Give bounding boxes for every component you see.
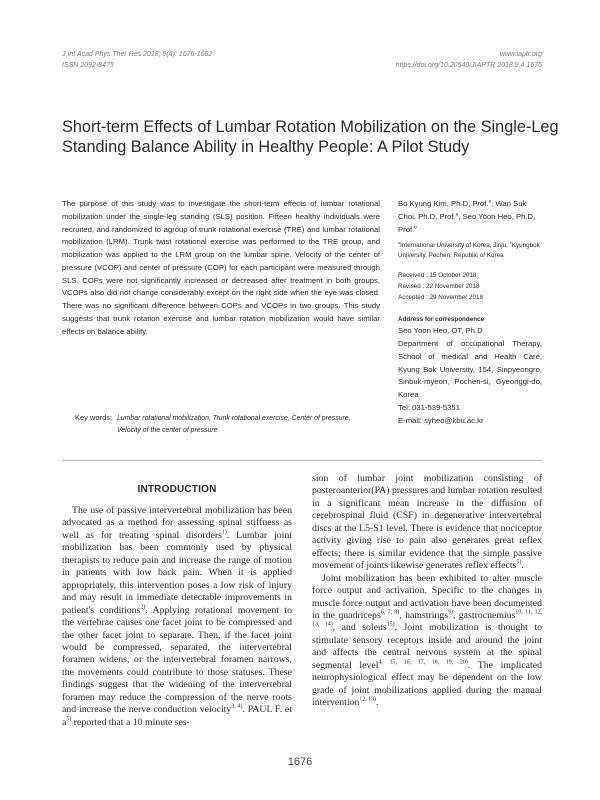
- authors: [398, 198, 542, 236]
- intro-text: reported that a 10 minute ses-: [71, 716, 190, 728]
- intro-paragraph-2: [312, 573, 542, 710]
- author-3: , Seo Yoon Heo, Ph.D, Prof.: [398, 211, 536, 234]
- citation: 6, 7, 8): [380, 609, 400, 616]
- author-3-affil: b: [414, 223, 417, 229]
- correspondence-heading: Address for correspondence: [398, 316, 485, 324]
- citation: 15): [386, 622, 395, 629]
- correspondence-email[interactable]: E-mail: syheo@kbu.ac.kr: [398, 415, 484, 425]
- article-info: [398, 198, 542, 427]
- intro-text: , hamstrings: [399, 609, 449, 621]
- intro-text: Joint mobilization has been exhibited to alter muscle force output and activation. Specific to the changes in muscle force output and activation have been documented in the quadriceps: [312, 572, 542, 621]
- article-dates: [398, 270, 542, 303]
- journal-citation: J Int Acad Phys Ther Res 2018; 9(4): 1676-1682: [62, 51, 213, 58]
- affil-b-mark: b: [509, 241, 512, 246]
- author-2: , Wan Suk Choi, Ph.D, Prof.: [398, 199, 527, 221]
- affil-a-mark: a: [398, 241, 401, 246]
- affiliations: [398, 241, 542, 261]
- citation: 5): [516, 559, 522, 566]
- journal-website[interactable]: www.iaptr.org: [499, 51, 542, 58]
- doi-link[interactable]: https://doi.org/10.20540/JIAPTR.2018.9.4.1676: [395, 62, 542, 69]
- citation: 5): [66, 716, 72, 723]
- accepted-date: Accepted : 29 November 2018: [398, 294, 484, 302]
- correspondence-tel: Tel: 031-539-5351: [398, 402, 460, 412]
- section-divider: [62, 460, 542, 461]
- citation: 1): [221, 529, 227, 536]
- intro-paragraph-1-cont: [312, 473, 542, 573]
- affil-a-text: International University of Korea, Jinju,: [400, 242, 508, 250]
- paper-title: Short-term Effects of Lumbar Rotation Mobilization on the Single-Leg Standing Balance Ability in Healthy People: A Pilot Study: [62, 118, 559, 156]
- introduction-heading: INTRODUCTION: [137, 484, 217, 495]
- intro-text: . Joint mobilization is thought to stimulate sensory receptors inside and around the joint and affects the central nervous system at the spinal segmental level: [312, 622, 542, 671]
- intro-left-column: [62, 505, 292, 729]
- intro-text: , and soleus: [332, 622, 387, 634]
- intro-text: . PAUL F. et a: [62, 704, 292, 728]
- intro-text: . The implicated neurophysiological effect may be dependent on the low grade of joint mobilizations applied during the manual intervention: [312, 659, 542, 709]
- citation: 3, 4): [231, 703, 243, 710]
- intro-paragraph-1: [62, 505, 292, 729]
- intro-text: sion of lumbar joint mobilization consisting of posteroanterior(PA) pressures and lumbar rotation resulted in a significant mean increase in the diffusion of cerebrospinal fluid (CSF) in degenerative intervertebral discs at the L5-S1 level. There is evidence that nociceptor activity giving rise to pain also generates great reflex effects; there is similar evidence that the simple passive movement of joints likewise generates reflex effects: [312, 473, 542, 572]
- citation: 10, 11, 12, 13, 14): [312, 609, 542, 629]
- author-2-affil: a: [455, 211, 459, 217]
- keywords-label: Key words:: [75, 413, 113, 422]
- intro-text: . Applying rotational movement to the vertebrae causes one facet joint to be compressed and the other facet joint to separate. Then, if the facet joint would be compressed, separated, the intervertebral foramen widens, or the intervertebral foramen narrows, the movements could contribute to those statuses. These findings suggest that the widening of the intervertebral foramen may reduce the compression of the nerve roots and increase the nerve conduction velocity: [62, 604, 292, 716]
- intro-text: .: [376, 697, 379, 709]
- citation: 2): [140, 604, 146, 611]
- intro-text: , gastrocnemius: [452, 609, 516, 621]
- correspondence-name: Seo Yoon Heo, OT, Ph.D: [398, 326, 483, 336]
- revised-date: Revised : 22 November 2018: [398, 283, 480, 291]
- intro-text: .: [521, 560, 524, 572]
- author-1-affil: a: [488, 198, 492, 204]
- page-number: 1676: [287, 756, 313, 768]
- citation: 9): [448, 609, 453, 616]
- author-1: Bo Kyung Kim, Ph.D, Prof.: [398, 199, 489, 208]
- affil-b-text: Kyungbok University, Pochen, Republic of Korea: [398, 242, 540, 260]
- intro-text: The use of passive intervertebral mobilization has been advocated as a method for assessing spinal stiffness as well as for treating spinal disorders: [62, 505, 292, 541]
- keywords-text: Lumbar rotational mobilization, Trunk rotational exercise, Center of pressure, Velocity of the center of pressure: [117, 415, 351, 434]
- citation: 12, 13): [359, 696, 376, 703]
- intro-right-column: [312, 473, 542, 710]
- received-date: Received : 15 October 2018: [398, 272, 477, 280]
- citation: 4, 15, 16, 17, 18, 19, 20): [378, 659, 468, 666]
- intro-text: . Lumbar joint mobilization has been commonly used by physical therapists to reduce pain and increase the range of motion in patients with low back pain. When it is applied appropriately, this intervention poses a low risk of injury and may result in immediate detectable improvements in patient's conditions: [62, 529, 293, 616]
- issn: ISSN 2092-8475: [62, 62, 114, 69]
- abstract: The purpose of this study was to investigate the short-term effects of lumbar rotational mobilization under the single-leg standing (SLS) position. Fifteen healthy individuals were recruited, and randomized to agroup of trunk rotational exercise (TRE) and lumbar rotational mobilization (LRM). Trunk twist rotational exercise was performed to the TRE group, and mobilization was applied to the LRM group on the lumbar spine. Velocity of the center of pressure (VCOP) and center of pressure (COP) for each participant were measured through SLS. COPs were not significantly increased or decreased after treatment in both groups, VCOPs also did not change considerably except on the right side when the eye was closed. There was no significant difference between COPs and VCOPs in two groups. This study suggests that trunk rotation exercise and lumbar rotation mobilization would have similar effects on balance ability.: [62, 199, 380, 336]
- correspondence: [398, 314, 542, 427]
- correspondence-address: Department of occupational Therapy, School of medical and Health Care, Kyung Bok University, 154, Sinpyeongro, Sinbuk-myeon, Pochen-si, Gyeonggi-do, Korea: [398, 339, 542, 399]
